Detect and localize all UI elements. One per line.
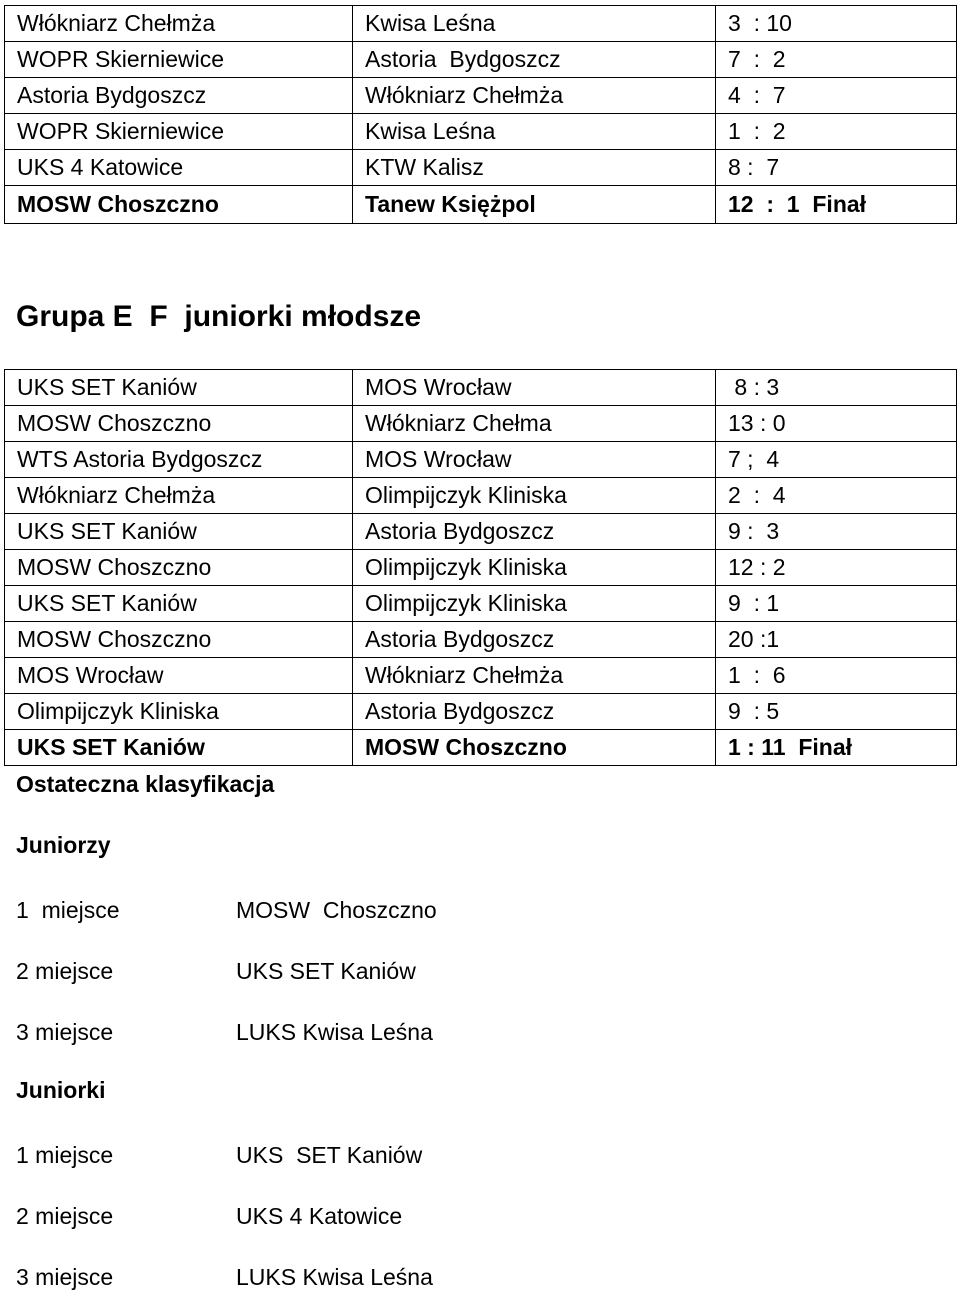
place-team: UKS SET Kaniów <box>236 1142 423 1168</box>
juniorzy-place-2 <box>16 956 416 986</box>
results-table-group-ef <box>4 369 957 766</box>
home-team-cell: Włókniarz Chełmża <box>5 478 353 514</box>
table-row <box>5 78 957 114</box>
away-team-cell: Astoria Bydgoszcz <box>353 622 716 658</box>
score-cell: 8 : 7 <box>716 150 957 186</box>
table-row <box>5 6 957 42</box>
place-label: 1 miejsce <box>16 1142 114 1168</box>
juniorki-place-2 <box>16 1201 402 1231</box>
place-label: 3 miejsce <box>16 1019 114 1045</box>
away-team-cell: Włókniarz Chełma <box>353 406 716 442</box>
home-team-cell: UKS 4 Katowice <box>5 150 353 186</box>
final-match-row <box>5 186 957 224</box>
group-heading-rest: juniorki młodsze <box>167 300 422 333</box>
home-team-cell: UKS SET Kaniów <box>5 730 353 766</box>
score-cell: 7 ; 4 <box>716 442 957 478</box>
score-cell: 1 : 11 Finał <box>716 730 957 766</box>
home-team-cell: WOPR Skierniewice <box>5 42 353 78</box>
away-team-cell: Włókniarz Chełmża <box>353 78 716 114</box>
score-cell: 4 : 7 <box>716 78 957 114</box>
away-team-cell: Olimpijczyk Kliniska <box>353 478 716 514</box>
away-team-cell: Astoria Bydgoszcz <box>353 694 716 730</box>
home-team-cell: Włókniarz Chełmża <box>5 6 353 42</box>
away-team-cell: Kwisa Leśna <box>353 6 716 42</box>
group-heading-bold: Grupa E F <box>16 300 168 333</box>
home-team-cell: MOSW Choszczno <box>5 550 353 586</box>
score-cell: 8 : 3 <box>716 370 957 406</box>
away-team-cell: Olimpijczyk Kliniska <box>353 586 716 622</box>
away-team-cell: Kwisa Leśna <box>353 114 716 150</box>
table-row <box>5 150 957 186</box>
away-team-cell: KTW Kalisz <box>353 150 716 186</box>
away-team-cell: MOS Wrocław <box>353 442 716 478</box>
table-row <box>5 478 957 514</box>
score-cell: 7 : 2 <box>716 42 957 78</box>
place-label: 3 miejsce <box>16 1264 114 1290</box>
score-cell: 20 :1 <box>716 622 957 658</box>
table-row <box>5 370 957 406</box>
juniorki-heading: Juniorki <box>16 1077 106 1103</box>
away-team-cell: Astoria Bydgoszcz <box>353 42 716 78</box>
place-label: 2 miejsce <box>16 1203 114 1229</box>
place-team: LUKS Kwisa Leśna <box>236 1019 433 1045</box>
table-row <box>5 622 957 658</box>
juniorzy-place-1 <box>16 895 437 925</box>
place-team: LUKS Kwisa Leśna <box>236 1264 433 1290</box>
final-classification-heading: Ostateczna klasyfikacja <box>16 771 275 797</box>
table-row <box>5 586 957 622</box>
table-row <box>5 658 957 694</box>
away-team-cell: Olimpijczyk Kliniska <box>353 550 716 586</box>
table-row <box>5 514 957 550</box>
group-heading <box>16 300 421 334</box>
home-team-cell: Olimpijczyk Kliniska <box>5 694 353 730</box>
home-team-cell: UKS SET Kaniów <box>5 370 353 406</box>
home-team-cell: MOSW Choszczno <box>5 186 353 224</box>
away-team-cell: Tanew Księżpol <box>353 186 716 224</box>
away-team-cell: MOSW Choszczno <box>353 730 716 766</box>
score-cell: 9 : 5 <box>716 694 957 730</box>
away-team-cell: Astoria Bydgoszcz <box>353 514 716 550</box>
place-label: 2 miejsce <box>16 958 114 984</box>
score-cell: 2 : 4 <box>716 478 957 514</box>
score-cell: 12 : 1 Finał <box>716 186 957 224</box>
table-row <box>5 694 957 730</box>
table-row <box>5 42 957 78</box>
home-team-cell: UKS SET Kaniów <box>5 514 353 550</box>
away-team-cell: Włókniarz Chełmża <box>353 658 716 694</box>
home-team-cell: WTS Astoria Bydgoszcz <box>5 442 353 478</box>
table-row <box>5 406 957 442</box>
place-team: UKS SET Kaniów <box>236 958 416 984</box>
results-table-top <box>4 5 957 224</box>
score-cell: 12 : 2 <box>716 550 957 586</box>
score-cell: 1 : 6 <box>716 658 957 694</box>
home-team-cell: MOS Wrocław <box>5 658 353 694</box>
home-team-cell: WOPR Skierniewice <box>5 114 353 150</box>
juniorzy-heading: Juniorzy <box>16 832 111 858</box>
score-cell: 9 : 3 <box>716 514 957 550</box>
juniorki-place-1 <box>16 1140 422 1170</box>
home-team-cell: UKS SET Kaniów <box>5 586 353 622</box>
table-row <box>5 114 957 150</box>
juniorki-place-3 <box>16 1262 433 1292</box>
juniorzy-place-3 <box>16 1017 433 1047</box>
place-label: 1 miejsce <box>16 897 120 923</box>
score-cell: 9 : 1 <box>716 586 957 622</box>
place-team: MOSW Choszczno <box>236 897 437 923</box>
score-cell: 3 : 10 <box>716 6 957 42</box>
home-team-cell: MOSW Choszczno <box>5 406 353 442</box>
home-team-cell: MOSW Choszczno <box>5 622 353 658</box>
place-team: UKS 4 Katowice <box>236 1203 403 1229</box>
final-match-row <box>5 730 957 766</box>
score-cell: 13 : 0 <box>716 406 957 442</box>
score-cell: 1 : 2 <box>716 114 957 150</box>
table-row <box>5 550 957 586</box>
table-row <box>5 442 957 478</box>
away-team-cell: MOS Wrocław <box>353 370 716 406</box>
home-team-cell: Astoria Bydgoszcz <box>5 78 353 114</box>
